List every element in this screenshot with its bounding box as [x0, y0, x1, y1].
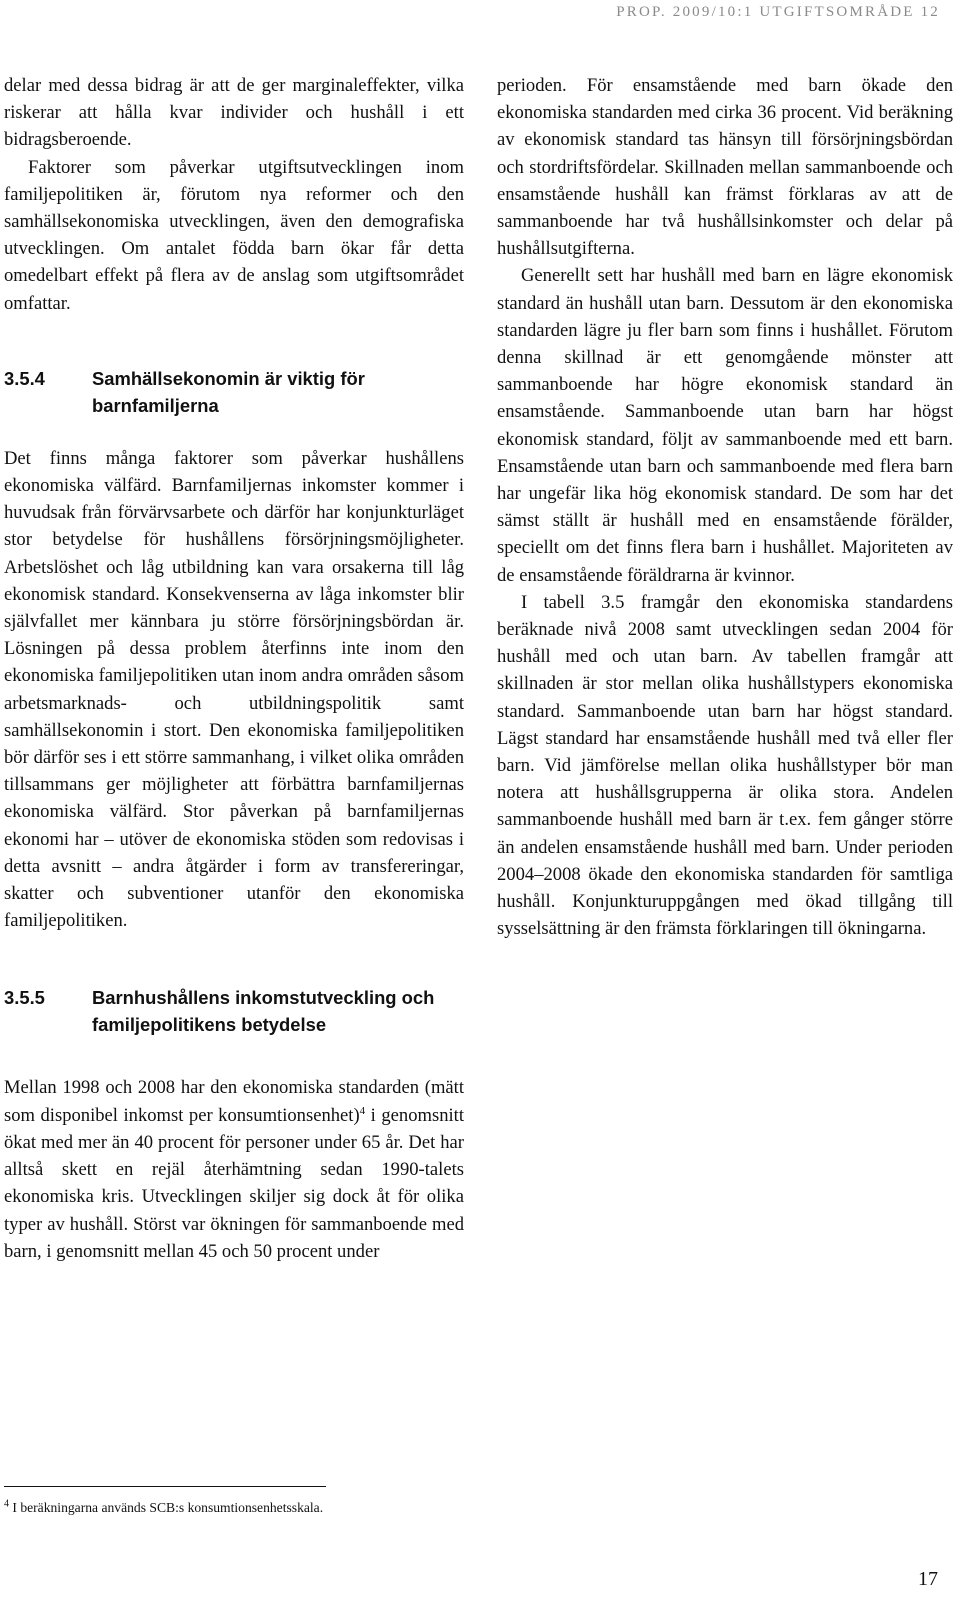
paragraph-text: Mellan 1998 och 2008 har den ekonomiska standarden (mätt som disponibel inkomst per konsumtionsenhet) [4, 1077, 464, 1126]
right-column [497, 72, 953, 943]
section-title: Samhällsekonomin är viktig för barnfamiljerna [92, 367, 365, 416]
paragraph: Generellt sett har hushåll med barn en lägre ekonomisk standard än hushåll utan barn. Dessutom är den ekonomiska standarden lägre ju fler barn som finns i hushållet. Förutom denna skillnad är ett genomgående mönster att sammanboende har högre ekonomisk standard än ensamstående. Sammanboende utan barn har högst ekonomisk standard, följt av sammanboende med ett barn. Ensamstående utan barn och sammanboende med flera barn har ungefär lika hög ekonomisk standard. De som har det sämst ställt är hushåll med en ensamstående förälder, speciellt om det finns flera barn i hushållet. Majoriteten av de ensamstående föräldrarna är kvinnor. [497, 265, 953, 586]
left-column [4, 72, 464, 1265]
section-title: Barnhushållens inkomstutveckling och familjepolitikens betydelse [92, 987, 435, 1036]
footnote-marker: 4 [4, 1498, 9, 1510]
paragraph: Faktorer som påverkar utgiftsutvecklingen inom familjepolitiken är, förutom nya reformer och den samhällsekonomiska utvecklingen, även den demografiska utvecklingen. Om antalet födda barn ökar får detta omedelbart effekt på flera av de anslag som utgiftsområdet omfattar. [4, 156, 464, 314]
footnote-reference[interactable]: 4 [359, 1104, 366, 1117]
page-number: 17 [918, 1568, 938, 1590]
section-heading-3-5-4 [4, 365, 464, 419]
paragraph: perioden. För ensamstående med barn ökade den ekonomiska standarden med cirka 36 procent. Vid beräkning av ekonomisk standard tas hänsyn till försörjningsbördan och stordriftsfördelar. Skillnaden mellan sammanboende och ensamstående hushåll kan främst förklaras av att de sammanboende har två hushållsinkomster och delar på hushållsutgifterna. [497, 75, 953, 260]
running-head: PROP. 2009/10:1 UTGIFTSOMRÅDE 12 [616, 4, 940, 20]
paragraph: Det finns många faktorer som påverkar hushållens ekonomiska välfärd. Barnfamiljernas inkomster kommer i huvudsak från förvärvsarbete och därför har konjunkturläget stor betydelse för hushållens försörjningsmöjligheter. Arbetslöshet och låg utbildning kan vara orsakerna till låg ekonomisk standard. Konsekvenserna av låga inkomster blir självfallet mer kännbara ju större försörjningsbördan är. Lösningen på dessa problem återfinns inte inom den ekonomiska familjepolitiken utan inom andra områden såsom arbetsmarknads- och utbildningspolitik samt samhällsekonomin i stort. Den ekonomiska familjepolitiken bör därför ses i ett större sammanhang, i vilket olika områden tillsammans ger möjligheter att förbättra barnfamiljernas ekonomiska välfärd. Stor påverkan på barnfamiljernas ekonomi har – utöver de ekonomiska stöden som redovisas i detta avsnitt – andra åtgärder i form av transfereringar, skatter och subventioner utanför den ekonomiska familjepolitiken. [4, 447, 464, 932]
footnote-divider [4, 1486, 326, 1487]
section-number: 3.5.5 [4, 987, 45, 1009]
paragraph [4, 1074, 464, 1264]
section-number: 3.5.4 [4, 367, 45, 389]
paragraph: I tabell 3.5 framgår den ekonomiska standardens beräknade nivå 2008 samt utvecklingen sedan 2004 för hushåll med och utan barn. Av tabellen framgår att skillnaden är stor mellan olika hushållstypers ekonomiska standard. Sammanboende utan barn har högst standard. Lägst standard har ensamstående hushåll med två eller fler barn. Vid jämförelse mellan olika hushållstyper bör man notera att hushållsgrupperna är olika stora. Andelen sammanboende hushåll med barn är t.ex. fem gånger större än andelen ensamstående hushåll med barn. Under perioden 2004–2008 ökade den ekonomiska standarden för samtliga hushåll. Konjunkturuppgången med ökad tillgång till sysselsättning är den främsta förklaringen till ökningarna. [497, 591, 953, 940]
paragraph-text: i genomsnitt ökat med mer än 40 procent för personer under 65 år. Det har alltså skett en rejäl återhämtning sedan 1990-talets ekonomiska kris. Utvecklingen skiljer sig dock åt för olika typer av hushåll. Störst var ökningen för sammanboende med barn, i genomsnitt mellan 45 och 50 procent under [4, 1104, 464, 1262]
paragraph: delar med dessa bidrag är att de ger marginaleffekter, vilka riskerar att hålla kvar individer och hushåll i ett bidragsberoende. [4, 75, 464, 151]
footnote-text: I beräkningarna används SCB:s konsumtionsenhetsskala. [9, 1500, 324, 1515]
section-heading-3-5-5 [4, 984, 464, 1038]
footnote [4, 1498, 323, 1518]
